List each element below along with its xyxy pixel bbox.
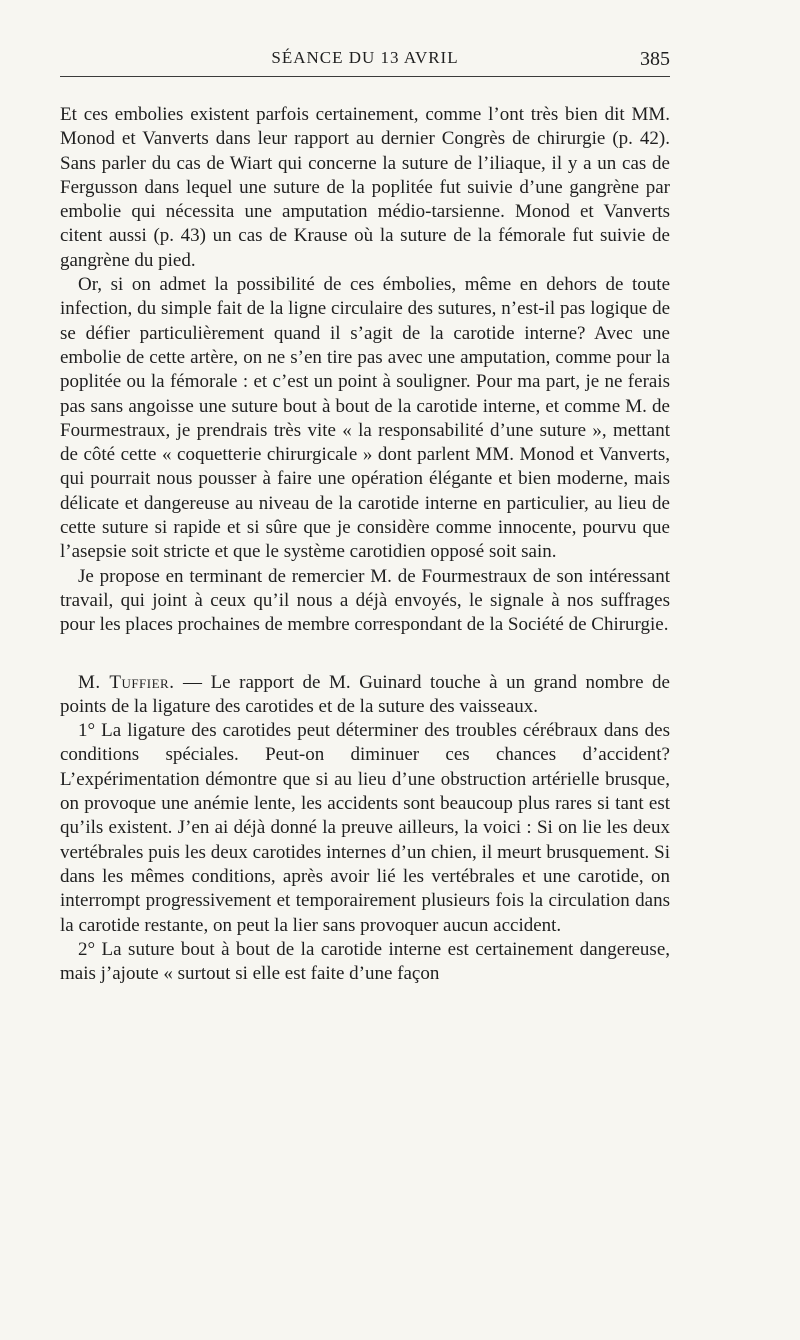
page-number: 385 <box>640 48 670 70</box>
running-head: SÉANCE DU 13 AVRIL <box>271 48 459 67</box>
tuffier-point-1: 1° La ligature des carotides peut déterminer des troubles cérébraux dans des conditions spéciales. Peut-on diminuer ces chances d’accident? L’expérimentation démontre que si au lieu d’une obstruction artérielle brusque, on provoque une anémie lente, les accidents sont beaucoup plus rares si tant est qu’ils existent. J’en ai déjà donné la preuve ailleurs, la voici : Si on lie les deux vertébrales puis les deux carotides internes d’un chien, il meurt brusquement. Si dans les mêmes conditions, après avoir lié les vertébrales et une carotide, on interrompt progressivement et temporairement plusieurs fois la circulation dans la carotide restante, on peut la lier sans provoquer aucun accident. <box>60 720 670 936</box>
speaker-name: M. Tuffier. <box>78 671 175 693</box>
page-body <box>60 103 670 986</box>
paragraph-1: Et ces embolies existent parfois certainement, comme l’ont très bien dit MM. Monod et Vanverts dans leur rapport au dernier Congrès de chirurgie (p. 42). Sans parler du cas de Wiart qui concerne la suture de l’iliaque, il y a un cas de Fergusson dans lequel une suture de la poplitée fut suivie d’une gangrène par embolie qui nécessita une amputation médio-tarsienne. Monod et Vanverts citent aussi (p. 43) un cas de Krause où la suture de la fémorale fut suivie de gangrène du pied. <box>60 104 670 271</box>
page-header <box>60 48 670 77</box>
paragraph-3: Je propose en terminant de remercier M. de Fourmestraux de son intéressant travail, qui joint à ceux qu’il nous a déjà envoyés, le signale à nos suffrages pour les places prochaines de membre correspondant de la Société de Chirurgie. <box>60 565 670 636</box>
tuffier-point-2: 2° La suture bout à bout de la carotide interne est certainement dangereuse, mais j’ajoute « surtout si elle est faite d’une façon <box>60 938 670 985</box>
tuffier-intro <box>60 671 670 720</box>
speaker-dash: — <box>174 671 211 693</box>
paragraph-2: Or, si on admet la possibilité de ces émbolies, même en dehors de toute infection, du simple fait de la ligne circulaire des sutures, n’est-il pas logique de se défier particulièrement quand il s’agit de la carotide interne? Avec une embolie de cette artère, on ne s’en tire pas avec une amputation, comme pour la poplitée ou la fémorale : et c’est un point à souligner. Pour ma part, je ne ferais pas sans angoisse une suture bout à bout de la carotide interne, et comme M. de Fourmestraux, je prendrais très vite « la responsabilité d’une suture », mettant de côté cette « coquetterie chirurgicale » dont parlent MM. Monod et Vanverts, qui pourrait nous pousser à faire une opération élégante et bien moderne, mais délicate et dangereuse au niveau de la carotide interne en particulier, au lieu de cette suture si rapide et si sûre que je considère comme innocente, pourvu que l’asepsie soit stricte et que le système carotidien opposé soit sain. <box>60 274 670 563</box>
tuffier-intro-text: Le rapport de M. Guinard touche à un grand nombre de points de la ligature des carotides et de la suture des vaisseaux. <box>60 671 670 717</box>
section-gap <box>60 638 670 671</box>
